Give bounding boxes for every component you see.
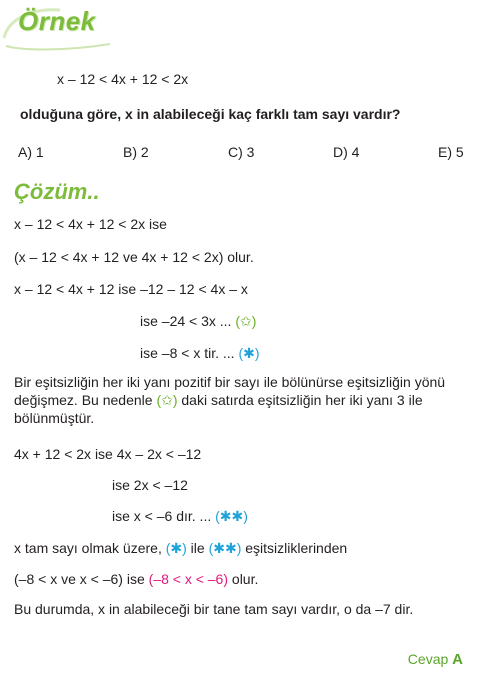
asterisk-marker: (✱) — [165, 540, 187, 556]
option-letter: E) — [438, 144, 452, 160]
option-letter: A) — [18, 144, 32, 160]
line-text: ise x < –6 dır. ... — [112, 508, 216, 524]
asterisk-marker: (✱) — [238, 345, 260, 361]
highlighted-inequality: (–8 < x < –6) — [148, 571, 229, 587]
solution-line-2: (x – 12 < 4x + 12 ve 4x + 12 < 2x) olur. — [14, 249, 254, 265]
double-asterisk-marker: (✱✱) — [208, 540, 242, 556]
line-text: ise –8 < x tir. ... — [140, 345, 239, 361]
solution-line-4 — [140, 313, 256, 330]
option-letter: D) — [333, 144, 348, 160]
option-e — [438, 144, 464, 160]
line-text: ile — [186, 540, 209, 556]
option-value: 5 — [455, 144, 464, 160]
line-text: eşitsizliklerinden — [241, 540, 348, 556]
solution-title: Çözüm.. — [14, 179, 100, 204]
answer-label: Cevap — [407, 651, 449, 667]
solution-line-7: ise 2x < –12 — [112, 477, 188, 493]
solution-line-1: x – 12 < 4x + 12 < 2x ise — [14, 216, 167, 232]
double-asterisk-marker: (✱✱) — [215, 508, 248, 524]
solution-line-5 — [140, 345, 260, 362]
line-text: (–8 < x ve x < –6) ise — [14, 571, 149, 587]
option-letter: C) — [228, 144, 243, 160]
explanation-paragraph — [14, 373, 469, 427]
solution-line-6: 4x + 12 < 2x ise 4x – 2x < –12 — [14, 446, 202, 462]
question-prompt: olduğuna göre, x in alabileceği kaç farklı tam sayı vardır? — [20, 106, 401, 122]
para-text: Bir eşitsizliğin her iki yanı pozitif bir sayı ile bölünürse eşitsizliğin yönü değişmez. Bu nedenle — [14, 374, 446, 408]
option-value: 3 — [246, 144, 255, 160]
solution-line-3: x – 12 < 4x + 12 ise –12 – 12 < 4x – x — [14, 281, 248, 297]
solution-line-8 — [112, 508, 248, 525]
option-value: 2 — [140, 144, 149, 160]
option-value: 1 — [35, 144, 44, 160]
option-letter: B) — [123, 144, 137, 160]
option-d — [333, 144, 359, 160]
star-marker: (✩) — [156, 392, 178, 408]
solution-line-10 — [14, 571, 258, 587]
option-value: 4 — [351, 144, 360, 160]
para-text: daki satırda eşitsizliğin her iki yanı 3 ile bölünmüştür. — [14, 392, 423, 426]
line-text: ise –24 < 3x ... — [140, 313, 236, 329]
line-text: olur. — [228, 571, 259, 587]
option-b — [123, 144, 149, 160]
solution-line-9 — [14, 540, 347, 557]
line-text: x tam sayı olmak üzere, — [14, 540, 166, 556]
star-marker: (✩) — [235, 313, 257, 329]
page-title: Örnek — [18, 6, 96, 36]
answer — [408, 651, 463, 668]
answer-value: A — [452, 651, 463, 668]
conclusion-paragraph: Bu durumda, x in alabileceği bir tane tam sayı vardır, o da –7 dir. — [14, 601, 414, 617]
question-inequality: x – 12 < 4x + 12 < 2x — [57, 71, 189, 87]
option-c — [228, 144, 254, 160]
option-a — [18, 144, 44, 160]
